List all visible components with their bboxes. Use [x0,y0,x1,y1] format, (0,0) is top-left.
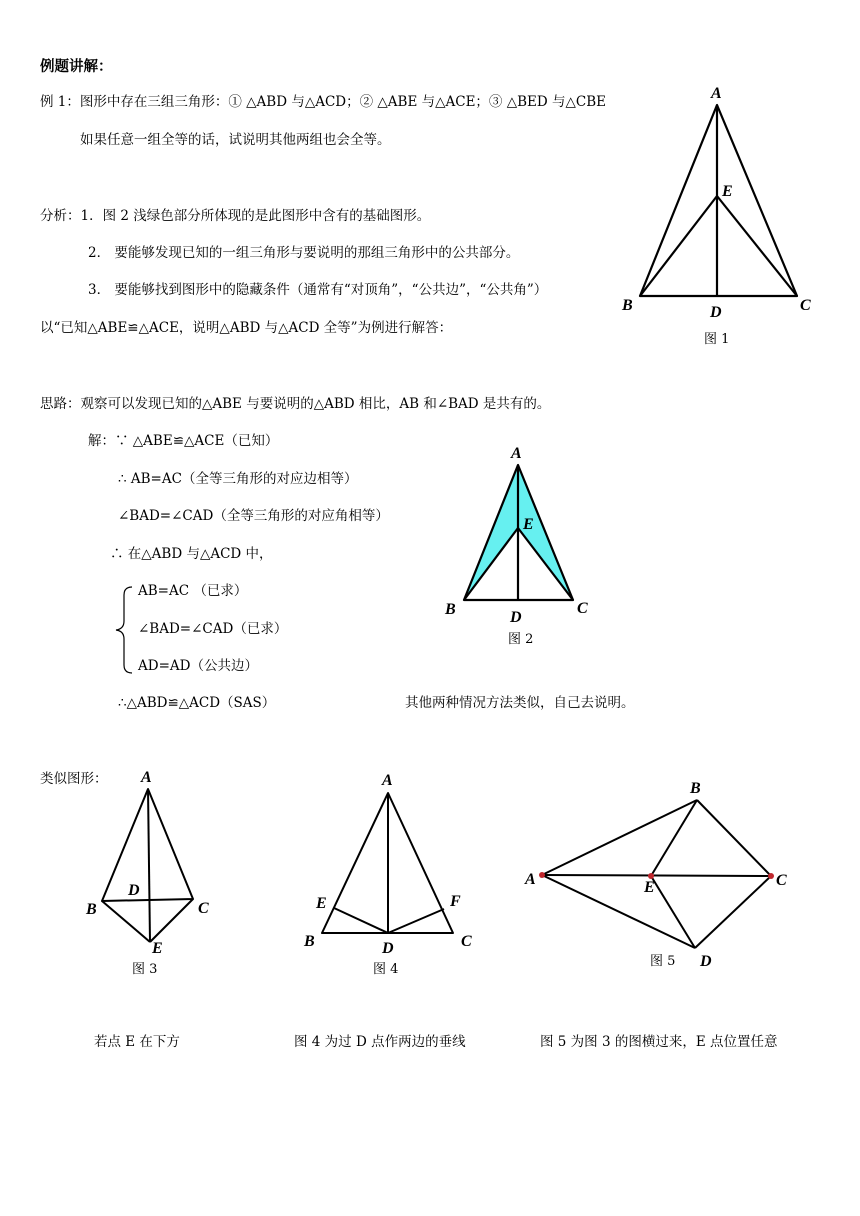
brace-line-3: AD=AD（公共边） [138,658,258,674]
solution-line-3: ∠BAD=∠CAD（全等三角形的对应角相等） [118,508,389,524]
fig1-caption: 图 1 [704,332,730,347]
fig4-label-d: D [382,940,394,957]
example-line-2: 如果任意一组全等的话，试说明其他两组也会全等。 [80,132,391,148]
section-heading: 例题讲解： [40,59,113,75]
bottom-note-2: 图 4 为过 D 点作两边的垂线 [294,1034,466,1050]
fig5-label-b: B [690,780,701,797]
idea-line: 思路：观察可以发现已知的△ABE 与要说明的△ABD 相比，AB 和∠BAD 是共有的。 [40,396,551,412]
fig2-caption: 图 2 [508,632,534,647]
fig4-label-f: F [450,893,461,910]
solution-line-2: ∴ AB=AC（全等三角形的对应边相等） [118,471,358,487]
fig1-label-c: C [800,297,811,314]
fig5-caption: 图 5 [650,954,676,969]
fig4-label-b: B [304,933,315,950]
fig3-label-a: A [141,769,152,786]
fig3-label-d: D [128,882,140,899]
brace-line-1: AB=AC （已求） [138,583,248,599]
fig4-label-e: E [316,895,327,912]
fig1-label-d: D [710,304,722,321]
fig2-label-b: B [445,601,456,618]
analysis-line-3: 3． 要能够找到图形中的隐藏条件（通常有“对顶角”，“公共边”，“公共角”） [88,282,548,298]
similar-label: 类似图形： [40,771,108,787]
fig2-label-c: C [577,600,588,617]
bottom-note-3: 图 5 为图 3 的图横过来，E 点位置任意 [540,1034,778,1050]
fig2-label-a: A [511,445,522,462]
solution-note: 其他两种情况方法类似，自己去说明。 [405,695,635,711]
analysis-line-1: 分析：1．图 2 浅绿色部分所体现的是此图形中含有的基础图形。 [40,208,431,224]
fig4-caption: 图 4 [373,962,399,977]
analysis-line-4: 以“已知△ABE≌△ACE，说明△ABD 与△ACD 全等”为例进行解答： [40,320,453,336]
brace-line-2: ∠BAD=∠CAD（已求） [138,621,288,637]
fig5-point-a [539,872,545,878]
fig4-label-c: C [461,933,472,950]
fig5-label-e: E [644,879,655,896]
fig3-label-c: C [198,900,209,917]
bottom-note-1: 若点 E 在下方 [94,1034,180,1050]
fig2-label-d: D [510,609,522,626]
analysis-line-2: 2． 要能够发现已知的一组三角形与要说明的那组三角形中的公共部分。 [88,245,520,261]
solution-line-4: ∴ 在△ABD 与△ACD 中， [110,546,273,562]
fig5-label-a: A [525,871,536,888]
fig1-label-e: E [722,183,733,200]
fig3-label-e: E [152,940,163,957]
solution-conclusion: ∴△ABD≌△ACD（SAS） [118,695,276,711]
fig1-label-b: B [622,297,633,314]
solution-line-1: 解：∵ △ABE≌△ACE（已知） [88,433,279,449]
fig1-label-a: A [711,85,722,102]
fig5-label-c: C [776,872,787,889]
fig2-label-e: E [523,516,534,533]
fig4-label-a: A [382,772,393,789]
fig3-caption: 图 3 [132,962,158,977]
fig5-point-c [768,873,774,879]
fig5-label-d: D [700,953,712,970]
example-line-1: 例 1：图形中存在三组三角形：① △ABD 与△ACD；② △ABE 与△ACE；③ △BED 与△CBE [40,94,606,110]
fig3-label-b: B [86,901,97,918]
